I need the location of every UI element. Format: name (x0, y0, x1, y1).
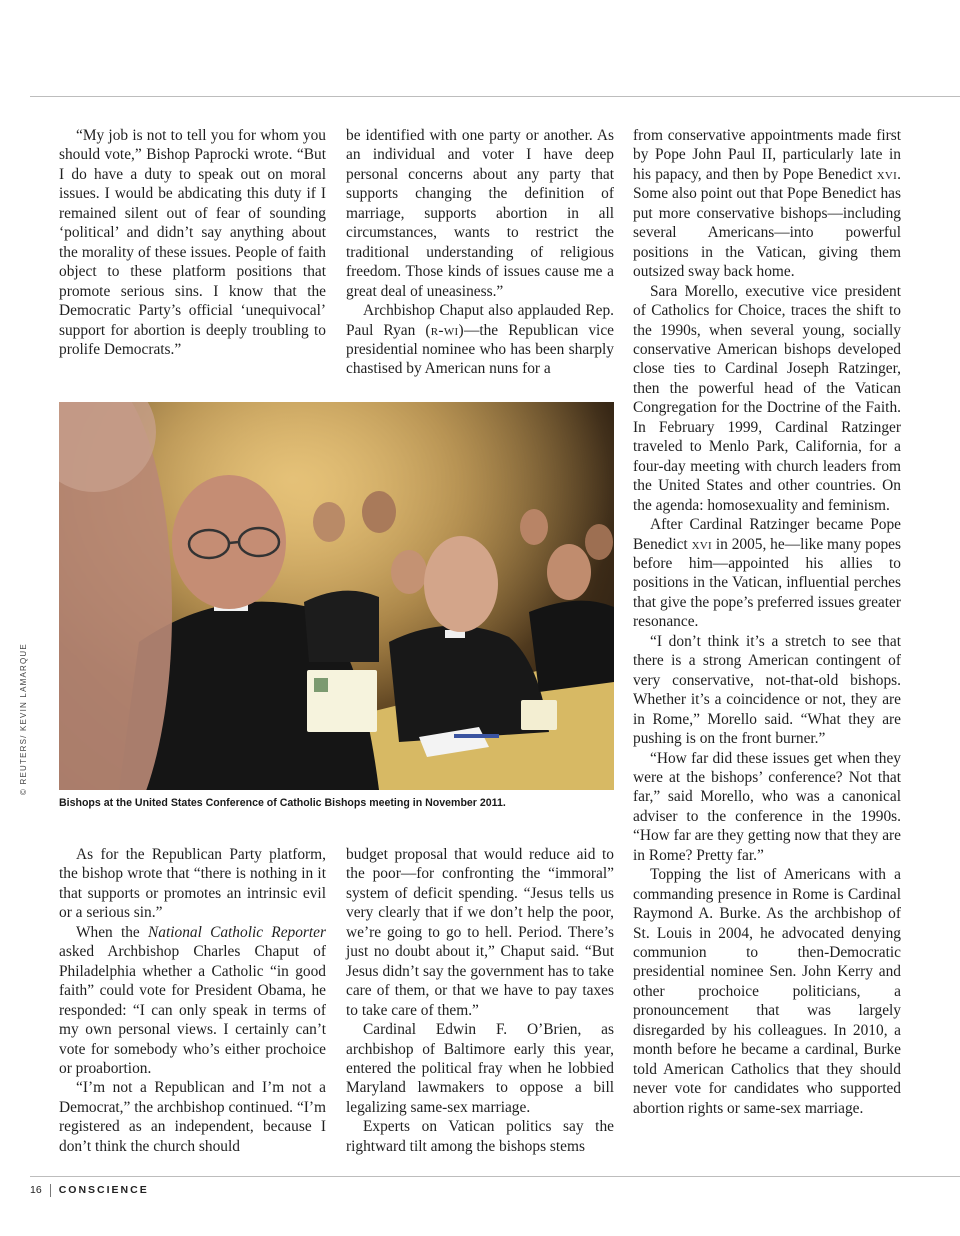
paragraph: When the National Catholic Reporter asked Archbishop Charles Chaput of Philadelphia whether a Catholic “in good faith” could vote for President Obama, he responded: “I can only speak in terms of my own personal views. I certainly can’t vote for somebody who’s either prochoice or proabortion. (59, 923, 327, 1077)
paragraph: Experts on Vatican politics say the rightward tilt among the bishops stems (346, 1118, 614, 1155)
paragraph: “My job is not to tell you for whom you should vote,” Bishop Paprocki wrote. “But I do have a duty to speak out on moral issues. I would be abdicating this duty if I remained silent out of fear of sounding ‘political’ and didn’t say anything about the morality of these issues. People of faith object to these platform positions that promote serious sins. I know that the Democratic Party’s official ‘unequivocal’ support for abortion is deeply troubling to prolife Democrats.” (59, 127, 326, 358)
paragraph: “I don’t think it’s a stretch to see that there is a strong American contingent of very conservative, not-that-old bishops. Whether it’s a coincidence or not, they are in Rome,” Morello said. “What they are pushing is on the front burner.” (633, 632, 901, 748)
paragraph: budget proposal that would reduce aid to the poor—for confronting the “immoral” system of deficit spending. “Jesus tells us very clearly that if we don’t help the poor, we’re going to go to hell. Period. There’s just no doubt about it,” Chaput said. “But Jesus didn’t say the government has to take care of them, or that we have to pay taxes to take care of them.” (346, 846, 614, 1019)
footer-rule (30, 1176, 960, 1177)
photo-credit: © REUTERS/ KEVIN LAMARQUE (19, 643, 28, 795)
paragraph: Sara Morello, executive vice president of Catholics for Choice, traces the shift to the 1990s, when several young, socially conservative American bishops developed close ties to Cardinal Joseph Ratzinger, then the powerful head of the Vatican Congregation for the Doctrine of the Faith. In February 1999, Cardinal Ratzinger traveled to Menlo Park, California, for a four-day meeting with church leaders from the United States and other countries. On the agenda: homosexuality and feminism. (633, 282, 901, 514)
bishops-photo-illustration (59, 402, 614, 790)
paragraph: from conservative appointments made first by Pope John Paul II, particularly late in his papacy, and then by Pope Benedict xvi. Some also point out that Pope Benedict has put more conservative bishops—including several Americans—into powerful positions in the Vatican, giving them outsized sway back home. (633, 127, 901, 281)
article-column-middle-top (346, 126, 614, 379)
article-column-left-top (59, 126, 326, 359)
paragraph: Topping the list of Americans with a commanding presence in Rome is Cardinal Raymond A. Burke. As the archbishop of St. Louis in 2004, he advocated denying communion to then-Democratic presidential nominee Sen. John Kerry and other prochoice politicians, a pronouncement that was largely disregarded by his colleagues. In 2010, a month before he became a cardinal, Burke told American Catholics that they should never vote for candidates who supported abortion rights or same-sex marriage. (633, 866, 901, 1117)
paragraph: As for the Republican Party platform, the bishop wrote that “there is nothing in it that supports or promotes an intrinsic evil or a serious sin.” (59, 846, 326, 922)
roman-numeral: xvi (691, 535, 713, 553)
paragraph: Archbishop Chaput also applauded Rep. Paul Ryan (r-wi)—the Republican vice presidential nominee who has been sharply chastised by American nuns for a (346, 302, 614, 378)
roman-numeral: xvi (876, 165, 898, 183)
paragraph: be identified with one party or another. As an individual and voter I have deep personal concerns about any party that supports changing the definition of marriage, supports abortion in all circumstances, wants to restrict the traditional understanding of religious freedom. Those kinds of issues cause me a great deal of uneasiness.” (346, 127, 614, 300)
paragraph: “I’m not a Republican and I’m not a Democrat,” the archbishop continued. “I’m registered as an independent, because I don’t think the church should (59, 1079, 326, 1155)
page-footer (30, 1183, 149, 1197)
page-number: 16 (30, 1184, 42, 1196)
paragraph: “How far did these issues get when they were at the bishops’ conference? Not that far,” said Morello, who was a canonical adviser to the conference in the 1990s. “How far are they getting now that they are in Rome? Pretty far.” (633, 749, 901, 864)
footer-divider (50, 1184, 51, 1197)
header-rule (30, 96, 960, 97)
publication-name: National Catholic Reporter (147, 923, 327, 941)
article-column-left-bottom (59, 845, 326, 1156)
paragraph: Cardinal Edwin F. O’Brien, as archbishop of Baltimore early this year, entered the political fray when he lobbied Maryland lawmakers to oppose a bill legalizing same-sex marriage. (346, 1021, 614, 1116)
photo-caption: Bishops at the United States Conference of Catholic Bishops meeting in November 2011. (59, 797, 506, 809)
article-column-middle-bottom (346, 845, 614, 1156)
article-photo (59, 402, 614, 790)
paragraph: After Cardinal Ratzinger became Pope Benedict xvi in 2005, he—like many popes before him—appointed his allies to positions in the Vatican, influential perches that give the pope’s preferred issues greater resonance. (633, 516, 901, 631)
article-column-right (633, 126, 901, 1118)
publication-title: CONSCIENCE (58, 1184, 149, 1196)
party-abbreviation: (r-wi) (425, 321, 464, 339)
